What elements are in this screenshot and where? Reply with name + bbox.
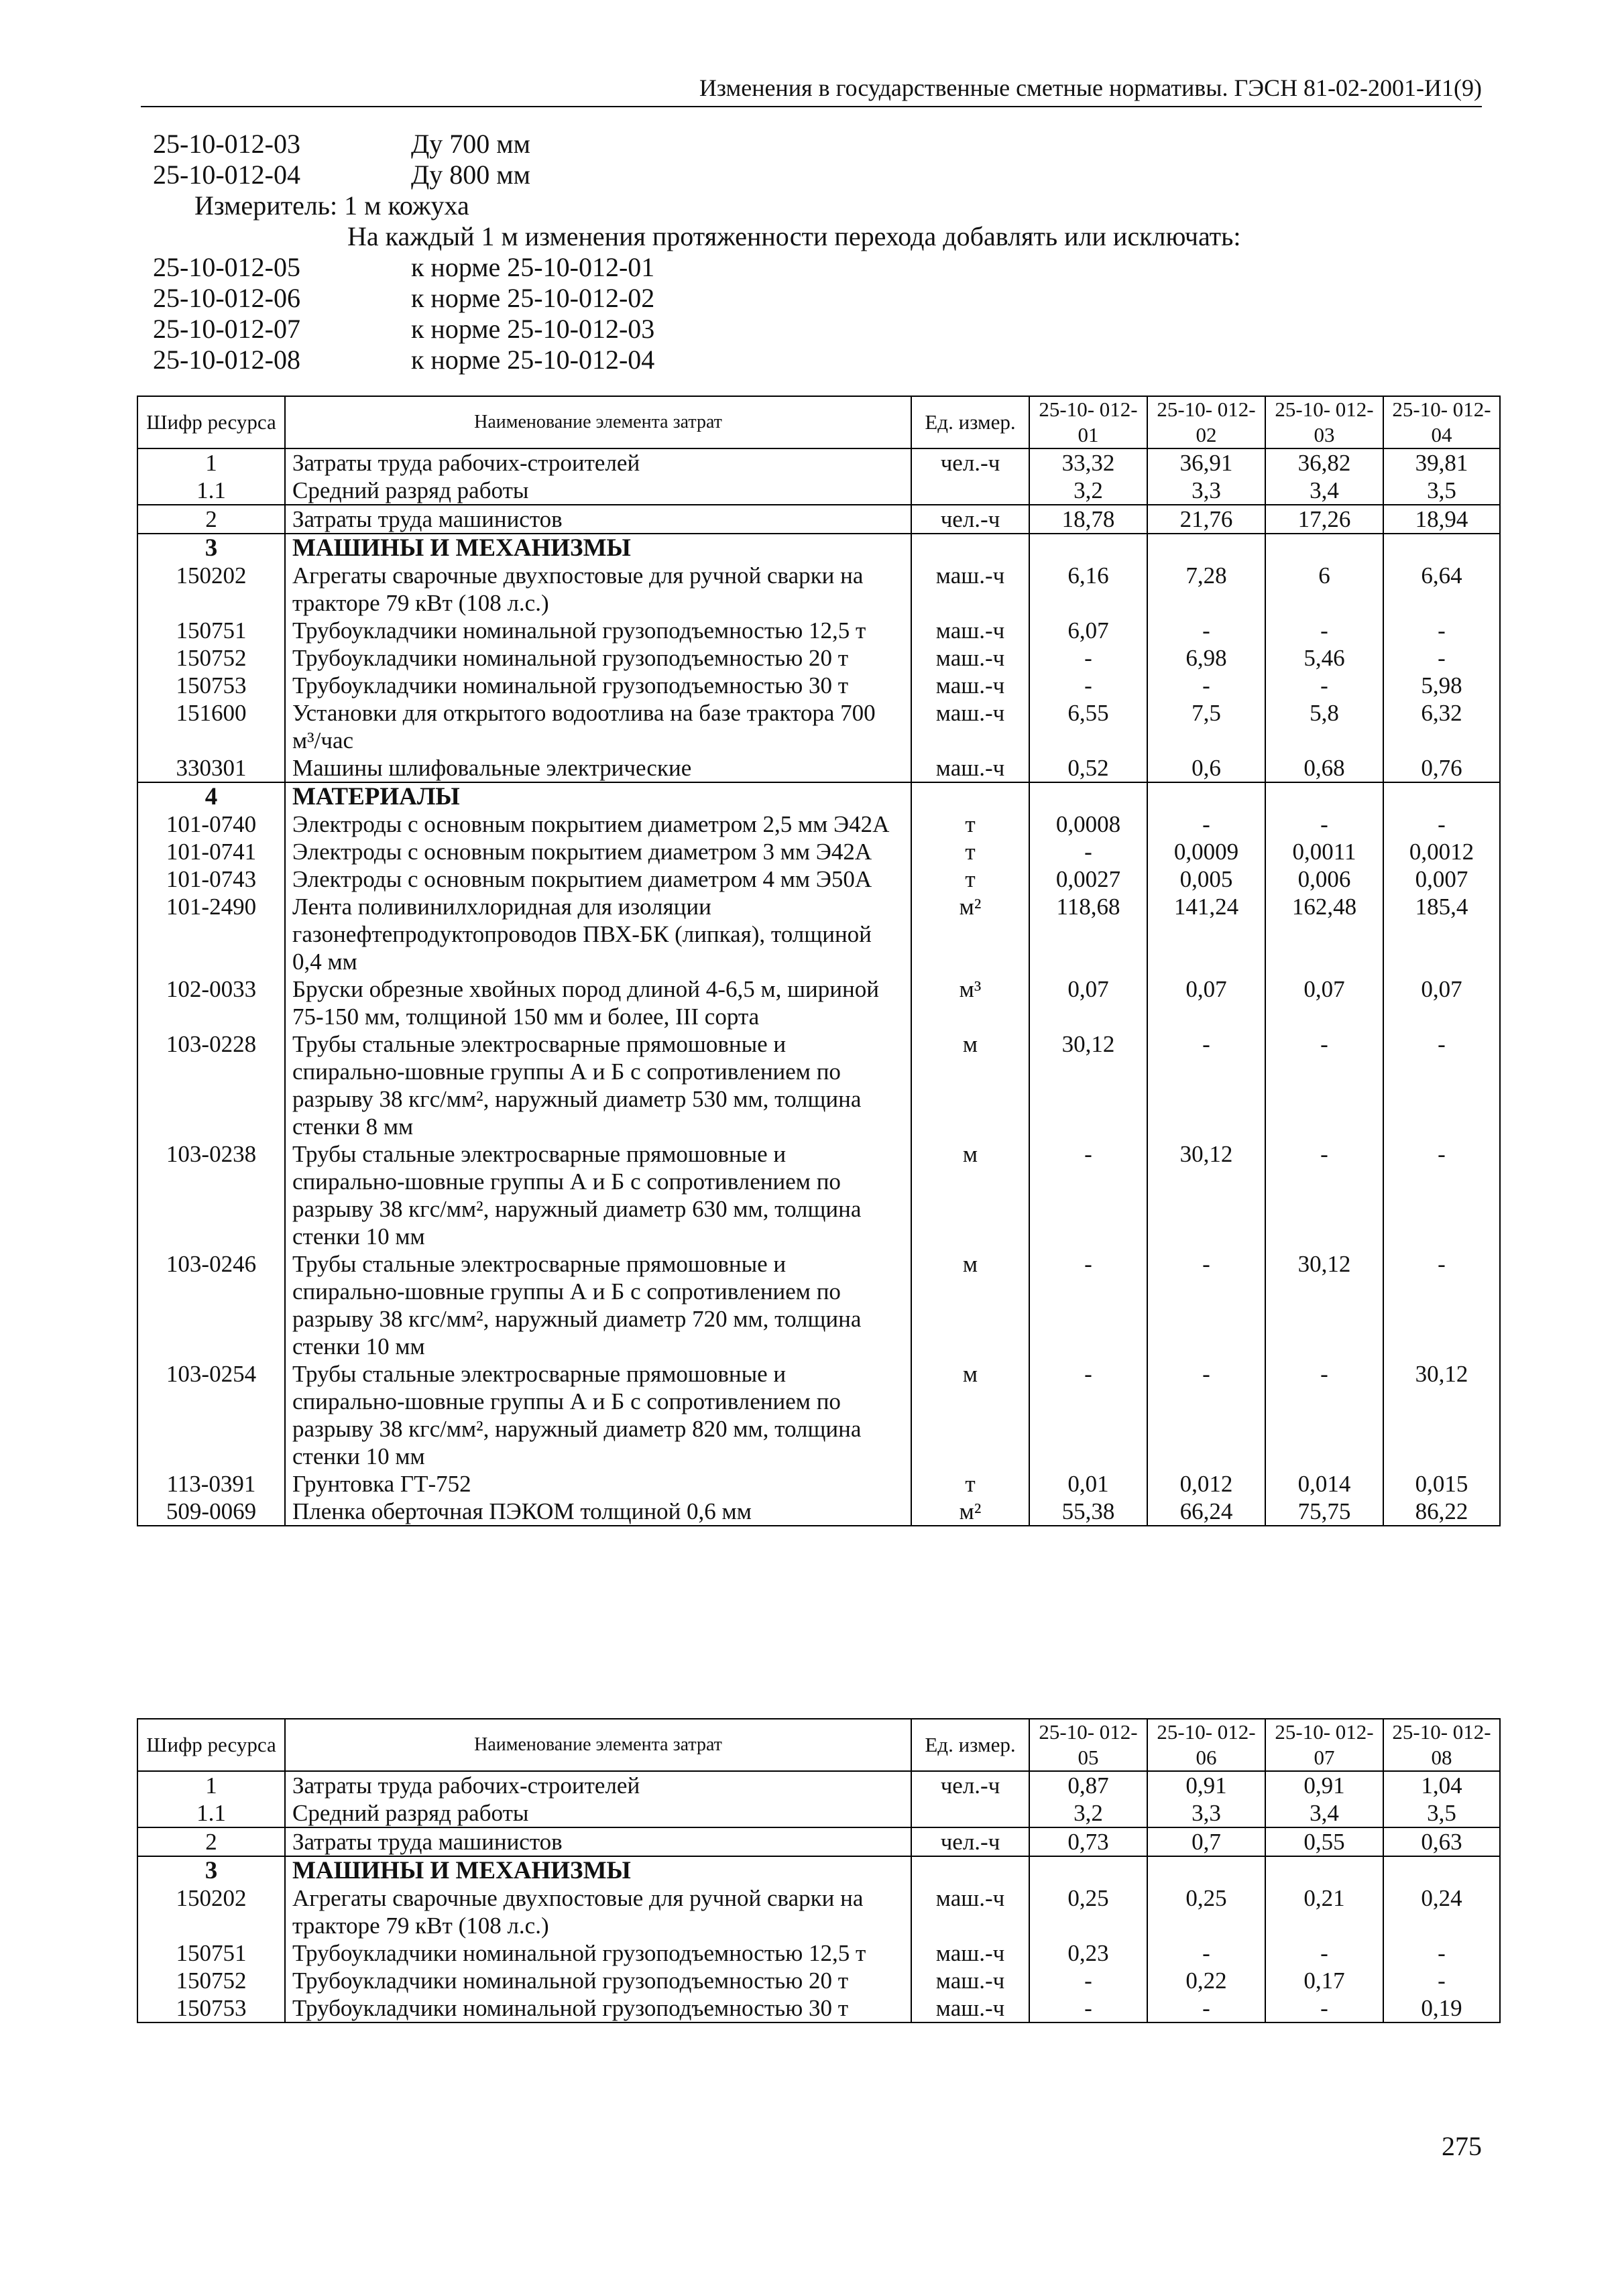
- table-row: [137, 838, 1500, 865]
- cost-element-name: Электроды с основным покрытием диаметром 2,5 мм Э42А: [285, 810, 911, 838]
- table-row: [137, 754, 1500, 782]
- cost-element-name: Трубоукладчики номинальной грузоподъемностью 30 т: [285, 1994, 911, 2022]
- table-row: [137, 505, 1500, 534]
- norm-value: 7,28: [1147, 562, 1265, 617]
- col-header-norm: 25-10- 012-01: [1029, 396, 1147, 448]
- table-row: [137, 1140, 1500, 1250]
- addon-row: [153, 314, 1460, 345]
- unit-cell: м: [911, 1030, 1029, 1140]
- resource-code: 103-0228: [137, 1030, 285, 1140]
- cost-element-name: Трубы стальные электросварные прямошовные и спирально-шовные группы А и Б с сопротивлением по разрыву 38 кгс/мм², наружный диаметр 530 мм, толщина стенки 8 мм: [285, 1030, 911, 1140]
- norm-value: 162,48: [1265, 893, 1383, 975]
- norm-value: -: [1383, 617, 1500, 644]
- resource-code: 2: [137, 1827, 285, 1856]
- norm-value: 0,07: [1029, 975, 1147, 1030]
- norm-value: [1029, 534, 1147, 562]
- norm-desc: к норме 25-10-012-03: [411, 314, 655, 344]
- table-row: [137, 1360, 1500, 1470]
- table-row: [137, 1470, 1500, 1498]
- resource-code: 101-2490: [137, 893, 285, 975]
- norm-value: 55,38: [1029, 1498, 1147, 1526]
- section-title: МАШИНЫ И МЕХАНИЗМЫ: [285, 1856, 911, 1884]
- norm-value: 0,0027: [1029, 865, 1147, 893]
- cost-element-name: Трубы стальные электросварные прямошовные и спирально-шовные группы А и Б с сопротивлением по разрыву 38 кгс/мм², наружный диаметр 630 мм, толщина стенки 10 мм: [285, 1140, 911, 1250]
- cost-element-name: Затраты труда рабочих-строителей: [285, 1771, 911, 1799]
- norm-desc: к норме 25-10-012-02: [411, 283, 655, 313]
- norm-value: 0,23: [1029, 1939, 1147, 1967]
- norm-value: [1265, 534, 1383, 562]
- resource-table-2: [137, 1718, 1501, 2023]
- resource-code: 101-0741: [137, 838, 285, 865]
- cost-element-name: Агрегаты сварочные двухпостовые для ручной сварки на тракторе 79 кВт (108 л.с.): [285, 562, 911, 617]
- resource-code: 1: [137, 448, 285, 477]
- norm-value: 30,12: [1265, 1250, 1383, 1360]
- norm-value: -: [1029, 1994, 1147, 2022]
- unit-cell: [911, 534, 1029, 562]
- cost-element-name: Затраты труда машинистов: [285, 505, 911, 534]
- norm-value: 5,46: [1265, 644, 1383, 672]
- norm-value: 185,4: [1383, 893, 1500, 975]
- resource-code: 150202: [137, 1884, 285, 1939]
- norm-value: 75,75: [1265, 1498, 1383, 1526]
- norm-value: 6,64: [1383, 562, 1500, 617]
- norm-value: 0,21: [1265, 1884, 1383, 1939]
- unit-cell: т: [911, 865, 1029, 893]
- unit-cell: т: [911, 838, 1029, 865]
- norm-value: 3,5: [1383, 477, 1500, 505]
- unit-cell: м: [911, 1360, 1029, 1470]
- norm-value: 36,82: [1265, 448, 1383, 477]
- table-row: [137, 1994, 1500, 2022]
- unit-cell: [911, 477, 1029, 505]
- table-row: [137, 562, 1500, 617]
- cost-element-name: Затраты труда машинистов: [285, 1827, 911, 1856]
- norm-value: 118,68: [1029, 893, 1147, 975]
- norm-value: 0,01: [1029, 1470, 1147, 1498]
- norm-value: 21,76: [1147, 505, 1265, 534]
- norm-value: 18,94: [1383, 505, 1500, 534]
- norm-code: 25-10-012-08: [153, 345, 300, 375]
- norm-value: -: [1265, 617, 1383, 644]
- col-header-norm: 25-10- 012-03: [1265, 396, 1383, 448]
- unit-cell: маш.-ч: [911, 699, 1029, 754]
- cost-element-name: Затраты труда рабочих-строителей: [285, 448, 911, 477]
- resource-code: 150751: [137, 1939, 285, 1967]
- unit-cell: чел.-ч: [911, 505, 1029, 534]
- norm-value: -: [1265, 1939, 1383, 1967]
- resource-code: 103-0246: [137, 1250, 285, 1360]
- norm-value: [1265, 782, 1383, 810]
- cost-element-name: Электроды с основным покрытием диаметром 4 мм Э50А: [285, 865, 911, 893]
- resource-code: 151600: [137, 699, 285, 754]
- cost-element-name: Трубы стальные электросварные прямошовные и спирально-шовные группы А и Б с сопротивлением по разрыву 38 кгс/мм², наружный диаметр 720 мм, толщина стенки 10 мм: [285, 1250, 911, 1360]
- resource-table-1: [137, 396, 1501, 1526]
- resource-code: 102-0033: [137, 975, 285, 1030]
- cost-element-name: Трубоукладчики номинальной грузоподъемностью 20 т: [285, 1967, 911, 1994]
- unit-cell: маш.-ч: [911, 562, 1029, 617]
- norm-value: 0,015: [1383, 1470, 1500, 1498]
- col-header-unit: Ед. измер.: [911, 396, 1029, 448]
- norm-value: 0,005: [1147, 865, 1265, 893]
- table-row: [137, 477, 1500, 505]
- col-header-norm: 25-10- 012-04: [1383, 396, 1500, 448]
- norm-value: -: [1265, 1140, 1383, 1250]
- norm-value: 0,007: [1383, 865, 1500, 893]
- table-row: [137, 1884, 1500, 1939]
- norm-value: 5,98: [1383, 672, 1500, 699]
- col-header-name: Наименование элемента затрат: [285, 396, 911, 448]
- header-title: Изменения в государственные сметные нормативы. ГЭСН 81-02-2001-И1(9): [699, 74, 1482, 101]
- resource-code: 150752: [137, 644, 285, 672]
- norm-value: 141,24: [1147, 893, 1265, 975]
- table-row: [137, 865, 1500, 893]
- resource-code: 101-0743: [137, 865, 285, 893]
- norm-value: -: [1147, 1360, 1265, 1470]
- resource-code: 150752: [137, 1967, 285, 1994]
- norm-value: 0,012: [1147, 1470, 1265, 1498]
- unit-cell: чел.-ч: [911, 1771, 1029, 1799]
- norm-value: -: [1029, 1140, 1147, 1250]
- unit-cell: [911, 782, 1029, 810]
- norm-value: 0,68: [1265, 754, 1383, 782]
- cost-element-name: Трубы стальные электросварные прямошовные и спирально-шовные группы А и Б с сопротивлением по разрыву 38 кгс/мм², наружный диаметр 820 мм, толщина стенки 10 мм: [285, 1360, 911, 1470]
- norm-value: 0,91: [1265, 1771, 1383, 1799]
- col-header-norm: 25-10- 012-08: [1383, 1719, 1500, 1771]
- cost-element-name: Лента поливинилхлоридная для изоляции газонефтепродуктопроводов ПВХ-БК (липкая), толщиной 0,4 мм: [285, 893, 911, 975]
- norm-value: 7,5: [1147, 699, 1265, 754]
- unit-cell: маш.-ч: [911, 1994, 1029, 2022]
- norm-value: 36,91: [1147, 448, 1265, 477]
- norm-value: 0,0009: [1147, 838, 1265, 865]
- resource-code: 103-0254: [137, 1360, 285, 1470]
- cost-element-name: Бруски обрезные хвойных пород длиной 4-6,5 м, шириной 75-150 мм, толщиной 150 мм и более, III сорта: [285, 975, 911, 1030]
- resource-code: 101-0740: [137, 810, 285, 838]
- norm-value: [1029, 1856, 1147, 1884]
- norm-value: -: [1383, 1939, 1500, 1967]
- col-header-code: Шифр ресурса: [137, 396, 285, 448]
- norm-value: 1,04: [1383, 1771, 1500, 1799]
- col-header-unit: Ед. измер.: [911, 1719, 1029, 1771]
- addon-row: [153, 345, 1460, 375]
- section-title: МАТЕРИАЛЫ: [285, 782, 911, 810]
- norm-value: 0,55: [1265, 1827, 1383, 1856]
- norm-code: 25-10-012-04: [153, 160, 300, 190]
- intro-block: [153, 129, 1460, 375]
- resource-code: 150202: [137, 562, 285, 617]
- table-body: [137, 448, 1500, 1526]
- norm-value: -: [1383, 1140, 1500, 1250]
- norm-value: -: [1383, 1030, 1500, 1140]
- page-number: 275: [1442, 2131, 1482, 2161]
- norm-code: 25-10-012-03: [153, 129, 300, 159]
- intro-measure-row: [153, 190, 1460, 221]
- norm-value: 0,25: [1029, 1884, 1147, 1939]
- addon-note: На каждый 1 м изменения протяженности перехода добавлять или исключать:: [347, 221, 1241, 251]
- cost-element-name: Трубоукладчики номинальной грузоподъемностью 20 т: [285, 644, 911, 672]
- norm-value: -: [1147, 1030, 1265, 1140]
- norm-value: 6,55: [1029, 699, 1147, 754]
- table-row: [137, 1030, 1500, 1140]
- norm-value: 0,07: [1147, 975, 1265, 1030]
- intro-note-row: [153, 221, 1460, 252]
- table-row: [137, 782, 1500, 810]
- addon-row: [153, 283, 1460, 314]
- norm-value: -: [1029, 838, 1147, 865]
- norm-value: 3,2: [1029, 477, 1147, 505]
- norm-value: 18,78: [1029, 505, 1147, 534]
- norm-value: [1383, 1856, 1500, 1884]
- intro-row: [153, 160, 1460, 190]
- norm-value: 0,7: [1147, 1827, 1265, 1856]
- unit-cell: маш.-ч: [911, 1884, 1029, 1939]
- norm-value: 0,63: [1383, 1827, 1500, 1856]
- resource-code: 4: [137, 782, 285, 810]
- norm-value: 3,5: [1383, 1799, 1500, 1827]
- norm-desc: Ду 800 мм: [411, 160, 530, 190]
- resource-code: 3: [137, 534, 285, 562]
- cost-element-name: Трубоукладчики номинальной грузоподъемностью 12,5 т: [285, 617, 911, 644]
- norm-desc: Ду 700 мм: [411, 129, 530, 159]
- table-row: [137, 1250, 1500, 1360]
- resource-code: 150751: [137, 617, 285, 644]
- col-header-norm: 25-10- 012-06: [1147, 1719, 1265, 1771]
- cost-element-name: Средний разряд работы: [285, 1799, 911, 1827]
- norm-value: 3,3: [1147, 1799, 1265, 1827]
- cost-element-name: Машины шлифовальные электрические: [285, 754, 911, 782]
- unit-cell: [911, 1856, 1029, 1884]
- resource-code: 1.1: [137, 1799, 285, 1827]
- cost-element-name: Агрегаты сварочные двухпостовые для ручной сварки на тракторе 79 кВт (108 л.с.): [285, 1884, 911, 1939]
- unit-cell: т: [911, 810, 1029, 838]
- norm-value: 0,24: [1383, 1884, 1500, 1939]
- table-row: [137, 893, 1500, 975]
- norm-value: 30,12: [1147, 1140, 1265, 1250]
- addon-row: [153, 252, 1460, 283]
- norm-value: 0,19: [1383, 1994, 1500, 2022]
- table-row: [137, 644, 1500, 672]
- norm-value: -: [1147, 1939, 1265, 1967]
- table-row: [137, 1498, 1500, 1526]
- table-row: [137, 810, 1500, 838]
- cost-element-name: Пленка оберточная ПЭКОМ толщиной 0,6 мм: [285, 1498, 911, 1526]
- norm-value: -: [1147, 810, 1265, 838]
- unit-cell: маш.-ч: [911, 672, 1029, 699]
- norm-value: -: [1147, 672, 1265, 699]
- table-row: [137, 448, 1500, 477]
- norm-value: 6,07: [1029, 617, 1147, 644]
- norm-value: [1147, 782, 1265, 810]
- resource-code: 150753: [137, 672, 285, 699]
- resource-code: 1: [137, 1771, 285, 1799]
- norm-value: 0,17: [1265, 1967, 1383, 1994]
- unit-cell: маш.-ч: [911, 644, 1029, 672]
- norm-code: 25-10-012-07: [153, 314, 300, 344]
- norm-value: 6,32: [1383, 699, 1500, 754]
- unit-cell: маш.-ч: [911, 617, 1029, 644]
- norm-value: -: [1029, 644, 1147, 672]
- resource-code: 150753: [137, 1994, 285, 2022]
- norm-value: 3,4: [1265, 477, 1383, 505]
- norm-value: 0,07: [1383, 975, 1500, 1030]
- norm-value: -: [1029, 1360, 1147, 1470]
- norm-value: 66,24: [1147, 1498, 1265, 1526]
- norm-value: 3,2: [1029, 1799, 1147, 1827]
- norm-value: 6: [1265, 562, 1383, 617]
- norm-value: -: [1265, 810, 1383, 838]
- unit-cell: м²: [911, 1498, 1029, 1526]
- cost-element-name: Грунтовка ГТ-752: [285, 1470, 911, 1498]
- norm-value: [1383, 534, 1500, 562]
- unit-cell: м³: [911, 975, 1029, 1030]
- measure-unit: Измеритель: 1 м кожуха: [194, 190, 469, 221]
- col-header-name: Наименование элемента затрат: [285, 1719, 911, 1771]
- norm-value: 86,22: [1383, 1498, 1500, 1526]
- unit-cell: чел.-ч: [911, 448, 1029, 477]
- col-header-norm: 25-10- 012-05: [1029, 1719, 1147, 1771]
- norm-value: -: [1265, 1030, 1383, 1140]
- norm-value: -: [1265, 672, 1383, 699]
- norm-value: 17,26: [1265, 505, 1383, 534]
- norm-desc: к норме 25-10-012-04: [411, 345, 655, 375]
- norm-value: 3,3: [1147, 477, 1265, 505]
- resource-code: 1.1: [137, 477, 285, 505]
- norm-value: [1265, 1856, 1383, 1884]
- table-row: [137, 1799, 1500, 1827]
- cost-element-name: Трубоукладчики номинальной грузоподъемностью 30 т: [285, 672, 911, 699]
- norm-value: -: [1383, 810, 1500, 838]
- table-row: [137, 1939, 1500, 1967]
- norm-value: 30,12: [1383, 1360, 1500, 1470]
- col-header-norm: 25-10- 012-07: [1265, 1719, 1383, 1771]
- norm-desc: к норме 25-10-012-01: [411, 252, 655, 282]
- norm-value: -: [1147, 1250, 1265, 1360]
- unit-cell: м²: [911, 893, 1029, 975]
- norm-value: [1029, 782, 1147, 810]
- norm-value: -: [1029, 1250, 1147, 1360]
- cost-element-name: Установки для открытого водоотлива на базе трактора 700 м³/час: [285, 699, 911, 754]
- norm-value: -: [1383, 1250, 1500, 1360]
- norm-value: 0,014: [1265, 1470, 1383, 1498]
- norm-value: 0,87: [1029, 1771, 1147, 1799]
- table-row: [137, 672, 1500, 699]
- section-title: МАШИНЫ И МЕХАНИЗМЫ: [285, 534, 911, 562]
- resource-code: 509-0069: [137, 1498, 285, 1526]
- cost-element-name: Средний разряд работы: [285, 477, 911, 505]
- norm-value: 6,98: [1147, 644, 1265, 672]
- norm-value: 0,91: [1147, 1771, 1265, 1799]
- table-row: [137, 617, 1500, 644]
- resource-code: 2: [137, 505, 285, 534]
- norm-value: 0,22: [1147, 1967, 1265, 1994]
- norm-value: -: [1029, 1967, 1147, 1994]
- norm-value: 0,73: [1029, 1827, 1147, 1856]
- unit-cell: маш.-ч: [911, 1939, 1029, 1967]
- norm-code: 25-10-012-05: [153, 252, 300, 282]
- table-row: [137, 1827, 1500, 1856]
- norm-value: 3,4: [1265, 1799, 1383, 1827]
- norm-value: -: [1147, 1994, 1265, 2022]
- norm-value: -: [1383, 1967, 1500, 1994]
- norm-value: [1147, 1856, 1265, 1884]
- unit-cell: т: [911, 1470, 1029, 1498]
- norm-value: 0,0011: [1265, 838, 1383, 865]
- norm-value: -: [1029, 672, 1147, 699]
- resource-code: 330301: [137, 754, 285, 782]
- table-header-row: [137, 1719, 1500, 1771]
- norm-code: 25-10-012-06: [153, 283, 300, 313]
- resource-code: 113-0391: [137, 1470, 285, 1498]
- table-row: [137, 534, 1500, 562]
- table-row: [137, 1856, 1500, 1884]
- cost-element-name: Трубоукладчики номинальной грузоподъемностью 12,5 т: [285, 1939, 911, 1967]
- table-row: [137, 975, 1500, 1030]
- norm-value: 39,81: [1383, 448, 1500, 477]
- norm-value: 5,8: [1265, 699, 1383, 754]
- col-header-norm: 25-10- 012-02: [1147, 396, 1265, 448]
- table-row: [137, 699, 1500, 754]
- unit-cell: [911, 1799, 1029, 1827]
- unit-cell: маш.-ч: [911, 1967, 1029, 1994]
- norm-value: 30,12: [1029, 1030, 1147, 1140]
- norm-value: 0,76: [1383, 754, 1500, 782]
- norm-value: [1383, 782, 1500, 810]
- norm-value: 0,25: [1147, 1884, 1265, 1939]
- norm-value: [1147, 534, 1265, 562]
- resource-code: 103-0238: [137, 1140, 285, 1250]
- norm-value: 0,0012: [1383, 838, 1500, 865]
- norm-value: 0,006: [1265, 865, 1383, 893]
- norm-value: -: [1383, 644, 1500, 672]
- unit-cell: маш.-ч: [911, 754, 1029, 782]
- table-row: [137, 1967, 1500, 1994]
- unit-cell: чел.-ч: [911, 1827, 1029, 1856]
- unit-cell: м: [911, 1140, 1029, 1250]
- table-row: [137, 1771, 1500, 1799]
- resource-code: 3: [137, 1856, 285, 1884]
- norm-value: 6,16: [1029, 562, 1147, 617]
- table-body: [137, 1771, 1500, 2022]
- norm-value: 0,6: [1147, 754, 1265, 782]
- intro-row: [153, 129, 1460, 160]
- norm-value: 0,0008: [1029, 810, 1147, 838]
- page-header: [141, 74, 1482, 107]
- col-header-code: Шифр ресурса: [137, 1719, 285, 1771]
- norm-value: -: [1147, 617, 1265, 644]
- unit-cell: м: [911, 1250, 1029, 1360]
- norm-value: -: [1265, 1994, 1383, 2022]
- norm-value: -: [1265, 1360, 1383, 1470]
- norm-value: 0,07: [1265, 975, 1383, 1030]
- norm-value: 0,52: [1029, 754, 1147, 782]
- norm-value: 33,32: [1029, 448, 1147, 477]
- cost-element-name: Электроды с основным покрытием диаметром 3 мм Э42А: [285, 838, 911, 865]
- table-header-row: [137, 396, 1500, 448]
